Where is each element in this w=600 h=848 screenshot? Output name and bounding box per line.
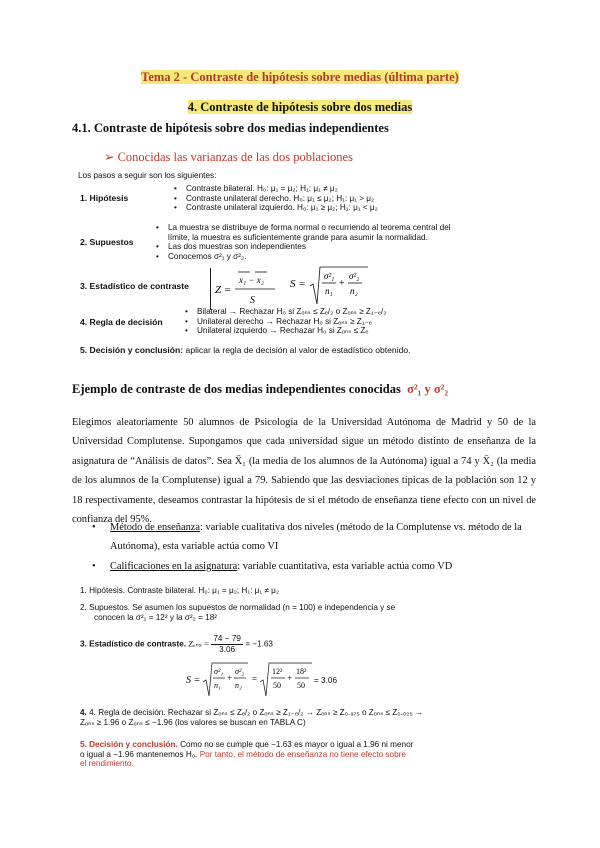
z-fraction: $\frac{74 - 79}{3.06}$: [213, 634, 241, 654]
svg-text:n₁: n₁: [214, 681, 221, 690]
solution-statistic: 3. Estadístico de contraste. Zₒₙₛ = $\frac{74 - 79}{3.06}$ = −1.63: [80, 634, 273, 654]
z-formula-svg: [211, 268, 279, 310]
svg-text:Z =: Z =: [215, 284, 232, 296]
solution-conclusion: 5. Decisión y conclusión. Como no se cumple que −1.63 es mayor o igual a 1.96 ni menor o igual a −1.96 mantenemos H₀. Por tanto, el método de enseñanza no tiene efecto sobre el rendimiento.: [80, 740, 414, 769]
list-item: • Método de enseñanza: variable cualitativa dos niveles (método de la Complutense vs. método de la Autónoma), esta variable actúa como VI: [90, 518, 530, 557]
arrow-heading: ➢ Conocidas las varianzas de las dos poblaciones: [104, 150, 353, 164]
list-item: • La muestra se distribuye de forma normal o recurriendo al teorema central del límite, la muestra es suficientemente grande para asumir la normalidad.: [154, 223, 454, 242]
svg-text:=: =: [252, 674, 258, 684]
list-item: • Unilateral izquierdo → Rechazar H₀ si Zₒₙₛ ≤ Zₑ: [183, 326, 503, 336]
svg-text:n₁: n₁: [325, 286, 333, 296]
list-item: • Contraste unilateral izquierdo. H₀: μ₁ ≥ μ₂; H₁: μ₁ < μ₂: [172, 203, 492, 213]
solution-decision-rule: 4. 4. Regla de decisión. Rechazar si Zₒₙₛ ≤ Zₑ/₂ o Zₒₙₛ ≥ Z₁₋ₑ/₂ → Zₒₙₛ ≥ Z₀.₉₇₅ o Zₒₙₛ ≤ Z₀.₀₂₅ → Zₒₙₛ ≥ 1.96 o Zₒₙₛ ≤ −1.96 (los valores se buscan en TABLA C): [80, 708, 424, 727]
svg-text:n₂: n₂: [350, 286, 358, 296]
solution-assumptions: 2. Supuestos. Se asumen los supuestos de normalidad (n = 100) e independencia y se conocen la σ²₁ = 12² y la σ²₂ = 18²: [80, 603, 396, 622]
step2-list: [154, 223, 454, 261]
svg-text:x₁ − x₂: x₁ − x₂: [239, 275, 264, 285]
svg-text:S: S: [250, 295, 255, 306]
svg-text:18²: 18²: [296, 667, 307, 676]
svg-text:12²: 12²: [272, 667, 283, 676]
svg-text:n₂: n₂: [235, 681, 242, 690]
section-title: 4. Contraste de hipótesis sobre dos medias: [187, 100, 413, 114]
step1-label: 1. Hipótesis: [80, 193, 129, 203]
list-item: • Conocemos σ²₁ y σ²₂.: [154, 252, 454, 262]
s-formula-svg: [290, 264, 370, 310]
list-item: • Calificaciones en la asignatura: variable cuantitativa, esta variable actúa como VD: [90, 557, 530, 576]
step3-label: 3. Estadístico de contraste: [80, 281, 189, 291]
s-formula: [290, 264, 370, 310]
steps-intro: Los pasos a seguir son los siguientes:: [78, 171, 217, 180]
z-formula: [210, 268, 279, 310]
example-paragraph: Elegimos aleatoriamente 50 alumnos de Psicología de la Universidad Autónoma de Madrid y 50 de la Universidad Complutense. Supongamos que cada universidad sigue un método distinto de enseñanza de la asignatura de “Análisis de datos”. Sea X̄₁ (la media de los alumnos de la Autónoma) igual a 74 y X̄₂ (la media de los alumnos de la Complutense) igual a 79. Sabiendo que las desviaciones típicas de la población son 12 y 18 respectivamente, deseamos contrastar la hipótesis de si el método de enseñanza tiene efecto con un nivel de confianza del 95%.: [72, 417, 536, 526]
list-item: • Bilateral → Rechazar H₀ si Zₒₙₛ ≤ Zₑ/₂ o Zₒₙₛ ≥ Z₁₋ₑ/₂: [183, 307, 503, 317]
svg-text:50: 50: [297, 681, 305, 690]
list-item: • Contraste unilateral derecho. H₀: μ₁ ≤ μ₂; H₁: μ₁ > μ₂: [172, 194, 492, 204]
list-item: • Las dos muestras son independientes: [154, 242, 454, 252]
step2-label: 2. Supuestos: [80, 237, 134, 247]
step1-list: [172, 184, 492, 213]
subsection-title: 4.1. Contraste de hipótesis sobre dos medias independientes: [72, 121, 389, 135]
solution-hypothesis: 1. Hipótesis. Contraste bilateral. H₀: μ₁ = μ₂; H₁: μ₁ ≠ μ₂: [80, 586, 280, 595]
step4-label: 4. Regla de decisión: [80, 317, 163, 327]
svg-text:50: 50: [273, 681, 281, 690]
example-heading: Ejemplo de contraste de dos medias independientes conocidas σ²₁ y σ²₂: [72, 382, 449, 396]
svg-text:σ²₁: σ²₁: [214, 667, 224, 676]
svg-text:S =: S =: [186, 675, 201, 686]
svg-text:σ²₂: σ²₂: [349, 271, 360, 281]
step4-list: [183, 307, 503, 336]
variables-list: [90, 518, 530, 576]
svg-text:σ²₂: σ²₂: [235, 667, 245, 676]
list-item: • Contraste bilateral. H₀: μ₁ = μ₂; H₁: μ₁ ≠ μ₂: [172, 184, 492, 194]
svg-text:σ²₁: σ²₁: [324, 271, 335, 281]
step5: 5. Decisión y conclusión: aplicar la regla de decisión al valor de estadístico obtenido.: [80, 345, 411, 355]
doc-title: Tema 2 - Contraste de hipótesis sobre medias (última parte): [141, 70, 459, 84]
svg-text:+: +: [287, 673, 293, 683]
svg-text:+: +: [339, 278, 345, 289]
s-computation: S = σ²₁ n₁ + σ²₂ n₂ = 12² 50 + 18² 50 = 3.06: [186, 660, 346, 700]
list-item: • Unilateral derecho → Rechazar H₀ si Zₒₙₛ ≥ Z₁₋ₑ: [183, 317, 503, 327]
svg-text:S =: S =: [290, 278, 306, 290]
svg-text:+: +: [227, 673, 233, 683]
